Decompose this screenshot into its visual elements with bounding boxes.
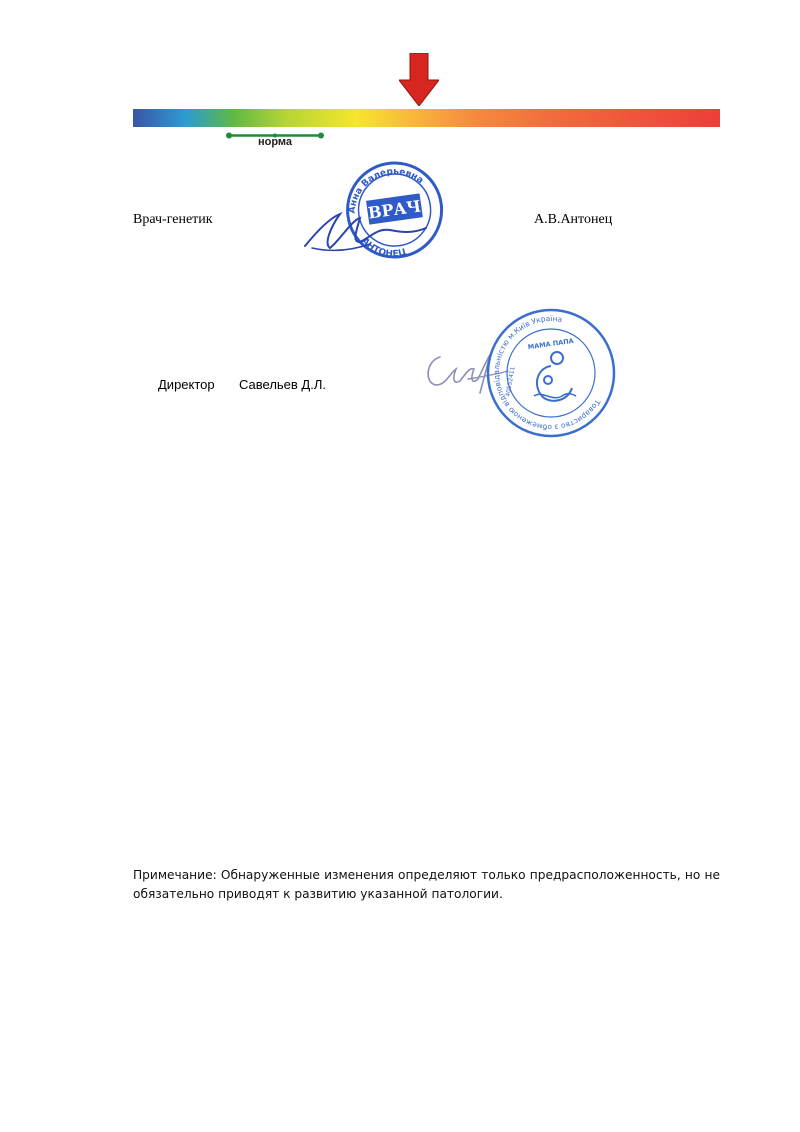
disclaimer-note: Примечание: Обнаруженные изменения определяют только предрасположенность, но не обязательно приводят к развитию указанной патологии. [133,868,720,901]
risk-gradient-bar [133,109,720,127]
svg-text:ВРАЧ: ВРАЧ [366,196,423,223]
clinic-seal [484,306,618,440]
svg-text:Анна Валерьевна: Анна Валерьевна [347,166,426,214]
svg-text:МАМА ПАПА: МАМА ПАПА [527,336,575,352]
doctor-stamp [300,148,450,280]
doctor-name: А.В.Антонец [534,212,613,227]
director-role: Директор [158,377,215,392]
svg-text:40552411: 40552411 [504,366,517,398]
doctor-role: Врач-генетик [133,212,213,227]
director-name: Савельев Д.Л. [239,377,326,392]
pointer-arrow-icon [399,53,439,106]
norm-label: норма [257,136,293,148]
svg-text:АНТОНЕЦ: АНТОНЕЦ [359,236,408,260]
svg-text:Товариство з обмеженою відпові: Товариство з обмеженою відповідальністю м.Київ Україна [491,313,603,433]
